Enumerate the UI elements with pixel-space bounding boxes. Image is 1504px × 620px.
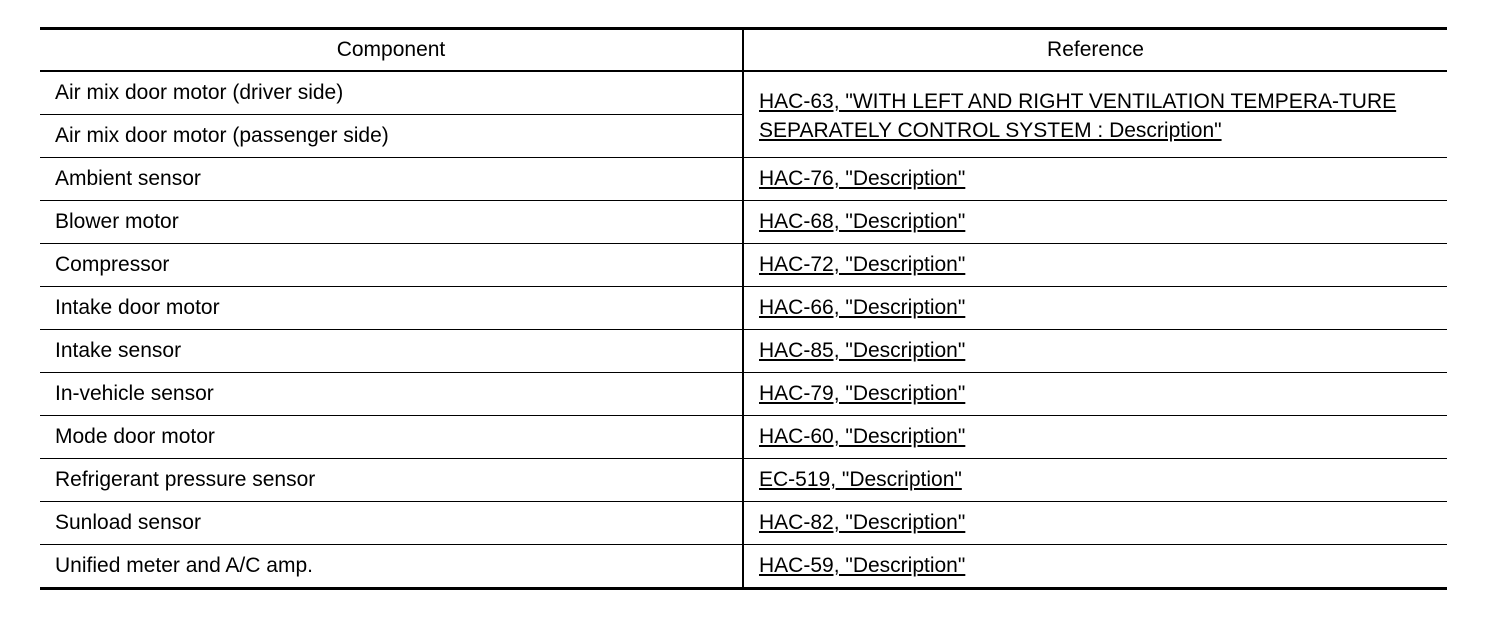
component-cell: Air mix door motor (driver side): [40, 71, 743, 115]
reference-link[interactable]: HAC-82, "Description": [759, 510, 966, 534]
component-cell: Mode door motor: [40, 416, 743, 459]
table-row: [40, 459, 1447, 502]
table-row: [40, 330, 1447, 373]
reference-cell: [743, 545, 1447, 589]
reference-link[interactable]: HAC-76, "Description": [759, 166, 966, 190]
table-row: [40, 287, 1447, 330]
table-row: [40, 545, 1447, 589]
reference-cell: [743, 244, 1447, 287]
table-row: [40, 373, 1447, 416]
reference-cell: [743, 287, 1447, 330]
reference-cell: [743, 373, 1447, 416]
component-cell: Ambient sensor: [40, 158, 743, 201]
reference-link[interactable]: HAC-79, "Description": [759, 381, 966, 405]
reference-link[interactable]: HAC-60, "Description": [759, 424, 966, 448]
reference-link[interactable]: EC-519, "Description": [759, 467, 962, 491]
reference-cell: [743, 459, 1447, 502]
reference-cell: [743, 158, 1447, 201]
component-cell: Compressor: [40, 244, 743, 287]
reference-link[interactable]: HAC-68, "Description": [759, 209, 966, 233]
reference-link[interactable]: HAC-72, "Description": [759, 252, 966, 276]
reference-cell: [743, 201, 1447, 244]
reference-cell: [743, 416, 1447, 459]
reference-cell: [743, 502, 1447, 545]
reference-cell: [743, 71, 1447, 158]
reference-link[interactable]: HAC-66, "Description": [759, 295, 966, 319]
component-cell: Intake door motor: [40, 287, 743, 330]
component-cell: Refrigerant pressure sensor: [40, 459, 743, 502]
component-cell: Blower motor: [40, 201, 743, 244]
reference-cell: [743, 330, 1447, 373]
table-row: [40, 201, 1447, 244]
table-row: [40, 244, 1447, 287]
reference-link[interactable]: HAC-59, "Description": [759, 553, 966, 577]
header-component: Component: [40, 29, 743, 72]
table-row: [40, 71, 1447, 115]
table-row: [40, 416, 1447, 459]
header-reference: Reference: [743, 29, 1447, 72]
component-cell: In-vehicle sensor: [40, 373, 743, 416]
table-row: [40, 502, 1447, 545]
component-cell: Intake sensor: [40, 330, 743, 373]
component-cell: Unified meter and A/C amp.: [40, 545, 743, 589]
component-cell: Sunload sensor: [40, 502, 743, 545]
component-cell: Air mix door motor (passenger side): [40, 115, 743, 158]
reference-link[interactable]: HAC-63, "WITH LEFT AND RIGHT VENTILATION TEMPERA-TURE SEPARATELY CONTROL SYSTEM : Description": [759, 90, 1397, 142]
header-row: [40, 29, 1447, 72]
table-row: [40, 158, 1447, 201]
reference-link[interactable]: HAC-85, "Description": [759, 338, 966, 362]
component-reference-table: [40, 27, 1447, 590]
